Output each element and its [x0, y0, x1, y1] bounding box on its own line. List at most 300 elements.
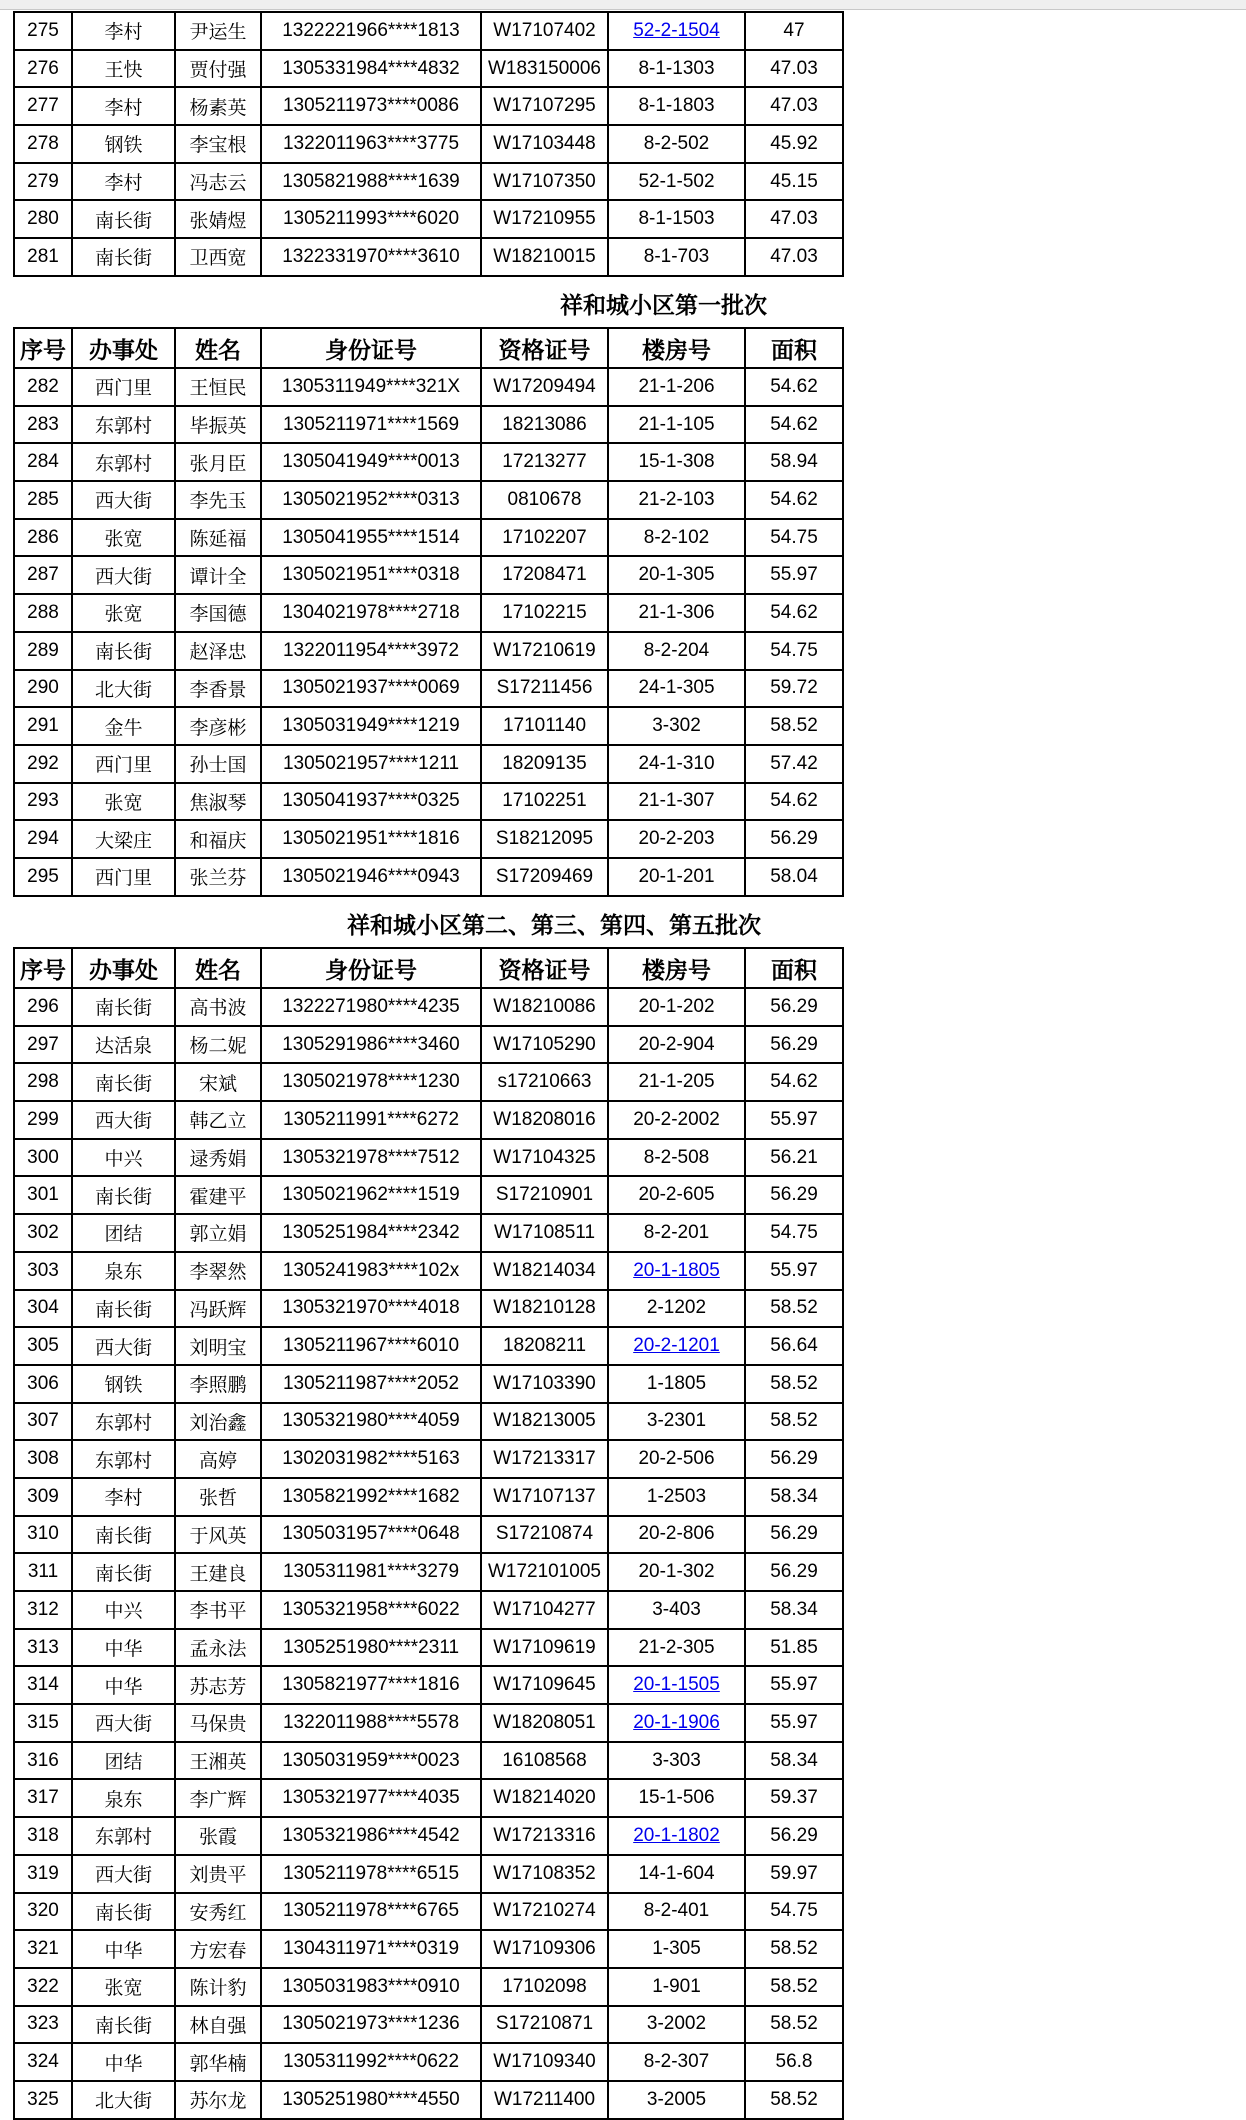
cell-id-number: 1302031982****5163: [261, 1440, 481, 1478]
cell-index: 290: [14, 670, 72, 708]
cell-area: 58.34: [745, 1591, 843, 1629]
cell-index: 297: [14, 1026, 72, 1064]
cell-qualification-number: S17210871: [481, 2006, 608, 2044]
cell-area: 58.94: [745, 443, 843, 481]
cell-index: 310: [14, 1516, 72, 1554]
cell-building-number: 20-2-904: [608, 1026, 745, 1064]
cell-name: 苏尔龙: [175, 2081, 261, 2119]
cell-id-number: 1305041955****1514: [261, 519, 481, 557]
cell-building-number: 8-1-1303: [608, 50, 745, 88]
column-header: 楼房号: [608, 328, 745, 368]
cell-office: 东郭村: [72, 443, 175, 481]
cell-id-number: 1305211978****6765: [261, 1893, 481, 1931]
cell-building-number: 14-1-604: [608, 1855, 745, 1893]
cell-area: 47.03: [745, 200, 843, 238]
cell-building-number: 3-303: [608, 1742, 745, 1780]
table-row: [14, 2043, 843, 2081]
cell-id-number: 1305211978****6515: [261, 1855, 481, 1893]
building-number-link[interactable]: 20-2-1201: [633, 1335, 720, 1357]
cell-office: 中华: [72, 2043, 175, 2081]
cell-area: 55.97: [745, 556, 843, 594]
cell-area: 56.29: [745, 820, 843, 858]
cell-building-number: 15-1-308: [608, 443, 745, 481]
cell-name: 孙士国: [175, 745, 261, 783]
cell-area: 45.92: [745, 125, 843, 163]
cell-building-number: 21-1-306: [608, 594, 745, 632]
cell-office: 中华: [72, 1629, 175, 1667]
cell-qualification-number: W17107295: [481, 87, 608, 125]
table-row: [14, 1553, 843, 1591]
cell-office: 王快: [72, 50, 175, 88]
cell-id-number: 1305021937****0069: [261, 670, 481, 708]
cell-qualification-number: W17109619: [481, 1629, 608, 1667]
cell-id-number: 1305021973****1236: [261, 2006, 481, 2044]
cell-office: 南长街: [72, 632, 175, 670]
cell-building-number: 15-1-506: [608, 1779, 745, 1817]
cell-qualification-number: W18208016: [481, 1101, 608, 1139]
cell-building-number: 3-302: [608, 707, 745, 745]
table-row: [14, 745, 843, 783]
column-header: 办事处: [72, 328, 175, 368]
cell-building-number: 1-2503: [608, 1478, 745, 1516]
cell-index: 277: [14, 87, 72, 125]
cell-id-number: 1305211991****6272: [261, 1101, 481, 1139]
cell-office: 中兴: [72, 1591, 175, 1629]
cell-area: 58.34: [745, 1742, 843, 1780]
cell-qualification-number: W17104325: [481, 1139, 608, 1177]
cell-area: 59.72: [745, 670, 843, 708]
cell-id-number: 1305031959****0023: [261, 1742, 481, 1780]
cell-name: 李先玉: [175, 481, 261, 519]
cell-qualification-number: W17213317: [481, 1440, 608, 1478]
cell-office: 西大街: [72, 1101, 175, 1139]
table-row: [14, 406, 843, 444]
cell-name: 李香景: [175, 670, 261, 708]
cell-index: 287: [14, 556, 72, 594]
cell-office: 北大街: [72, 670, 175, 708]
cell-area: 56.29: [745, 1176, 843, 1214]
cell-office: 团结: [72, 1742, 175, 1780]
table-section-3: [13, 947, 844, 2120]
cell-qualification-number: 17102098: [481, 1968, 608, 2006]
cell-building-number: 21-2-103: [608, 481, 745, 519]
table-row: [14, 1591, 843, 1629]
cell-area: 55.97: [745, 1101, 843, 1139]
cell-area: 55.97: [745, 1704, 843, 1742]
cell-name: 杨素英: [175, 87, 261, 125]
table-row: [14, 481, 843, 519]
cell-qualification-number: 17213277: [481, 443, 608, 481]
cell-office: 南长街: [72, 1516, 175, 1554]
cell-building-number: [608, 1252, 745, 1290]
cell-building-number: 21-1-206: [608, 368, 745, 406]
cell-area: 58.52: [745, 1930, 843, 1968]
cell-name: 刘明宝: [175, 1327, 261, 1365]
table-row: [14, 1365, 843, 1403]
cell-office: 南长街: [72, 1893, 175, 1931]
cell-name: 李彦彬: [175, 707, 261, 745]
cell-building-number: 8-1-1503: [608, 200, 745, 238]
table-row: [14, 1026, 843, 1064]
cell-id-number: 1322271980****4235: [261, 988, 481, 1026]
cell-office: 西大街: [72, 1327, 175, 1365]
cell-building-number: 24-1-305: [608, 670, 745, 708]
cell-name: 宋斌: [175, 1063, 261, 1101]
cell-qualification-number: W18210086: [481, 988, 608, 1026]
cell-id-number: 1305021946****0943: [261, 858, 481, 896]
section-title-later-batches: 祥和城小区第二、第三、第四、第五批次: [347, 912, 761, 938]
cell-office: 李村: [72, 12, 175, 50]
column-header: 资格证号: [481, 328, 608, 368]
cell-index: 284: [14, 443, 72, 481]
table-row: [14, 1666, 843, 1704]
table-row: [14, 238, 843, 276]
cell-id-number: 1305041937****0325: [261, 783, 481, 821]
cell-area: 59.97: [745, 1855, 843, 1893]
table-row: [14, 1629, 843, 1667]
cell-name: 郭立娟: [175, 1214, 261, 1252]
cell-name: 李书平: [175, 1591, 261, 1629]
cell-id-number: 1305321977****4035: [261, 1779, 481, 1817]
cell-qualification-number: S17210874: [481, 1516, 608, 1554]
cell-index: 295: [14, 858, 72, 896]
cell-name: 卫西宽: [175, 238, 261, 276]
cell-building-number: 24-1-310: [608, 745, 745, 783]
cell-area: 58.52: [745, 1968, 843, 2006]
cell-office: 达活泉: [72, 1026, 175, 1064]
cell-id-number: 1305321958****6022: [261, 1591, 481, 1629]
cell-office: 大梁庄: [72, 820, 175, 858]
cell-index: 323: [14, 2006, 72, 2044]
table-row: [14, 1063, 843, 1101]
cell-id-number: 1305211993****6020: [261, 200, 481, 238]
cell-index: 317: [14, 1779, 72, 1817]
table-row: [14, 1779, 843, 1817]
cell-name: 张婧煜: [175, 200, 261, 238]
cell-area: 54.75: [745, 1893, 843, 1931]
column-header: 楼房号: [608, 948, 745, 988]
cell-name: 毕振英: [175, 406, 261, 444]
cell-building-number: 3-2301: [608, 1403, 745, 1441]
cell-qualification-number: W17213316: [481, 1817, 608, 1855]
cell-qualification-number: S17211456: [481, 670, 608, 708]
cell-building-number: 1-901: [608, 1968, 745, 2006]
cell-office: 南长街: [72, 1290, 175, 1328]
cell-id-number: 1305021962****1519: [261, 1176, 481, 1214]
table-row: [14, 1742, 843, 1780]
table-row: [14, 519, 843, 557]
cell-index: 308: [14, 1440, 72, 1478]
cell-index: 311: [14, 1553, 72, 1591]
cell-qualification-number: W17109306: [481, 1930, 608, 1968]
cell-qualification-number: W17103390: [481, 1365, 608, 1403]
cell-building-number: 8-2-201: [608, 1214, 745, 1252]
cell-building-number: 8-2-401: [608, 1893, 745, 1931]
table-row: [14, 200, 843, 238]
cell-index: 291: [14, 707, 72, 745]
cell-id-number: 1305021951****1816: [261, 820, 481, 858]
cell-office: 西大街: [72, 1704, 175, 1742]
cell-area: 47.03: [745, 87, 843, 125]
cell-id-number: 1305211973****0086: [261, 87, 481, 125]
table-row: [14, 1139, 843, 1177]
cell-index: 315: [14, 1704, 72, 1742]
cell-qualification-number: S17210901: [481, 1176, 608, 1214]
cell-area: 54.75: [745, 1214, 843, 1252]
cell-qualification-number: W17103448: [481, 125, 608, 163]
cell-qualification-number: W17109645: [481, 1666, 608, 1704]
cell-office: 中兴: [72, 1139, 175, 1177]
cell-id-number: 1322011954****3972: [261, 632, 481, 670]
cell-office: 南长街: [72, 1176, 175, 1214]
cell-name: 韩乙立: [175, 1101, 261, 1139]
cell-area: 54.75: [745, 519, 843, 557]
cell-office: 西大街: [72, 1855, 175, 1893]
table-row: [14, 87, 843, 125]
building-number-link[interactable]: 20-1-1805: [633, 1259, 720, 1281]
cell-qualification-number: 17102215: [481, 594, 608, 632]
cell-index: 302: [14, 1214, 72, 1252]
cell-id-number: 1322221966****1813: [261, 12, 481, 50]
cell-index: 294: [14, 820, 72, 858]
cell-qualification-number: W17105290: [481, 1026, 608, 1064]
cell-office: 钢铁: [72, 125, 175, 163]
cell-qualification-number: S17209469: [481, 858, 608, 896]
table-row: [14, 1214, 843, 1252]
cell-qualification-number: 17102251: [481, 783, 608, 821]
header-row: [14, 328, 843, 368]
cell-name: 张兰芬: [175, 858, 261, 896]
cell-office: 南长街: [72, 2006, 175, 2044]
cell-id-number: 1305251980****2311: [261, 1629, 481, 1667]
cell-building-number: 8-2-204: [608, 632, 745, 670]
column-header: 面积: [745, 948, 843, 988]
cell-qualification-number: W17104277: [481, 1591, 608, 1629]
cell-office: 东郭村: [72, 1440, 175, 1478]
cell-qualification-number: W17210274: [481, 1893, 608, 1931]
table-section-2: [13, 327, 844, 897]
cell-name: 刘治鑫: [175, 1403, 261, 1441]
cell-office: 张宽: [72, 783, 175, 821]
table-row: [14, 1817, 843, 1855]
table-row: [14, 12, 843, 50]
cell-qualification-number: 0810678: [481, 481, 608, 519]
cell-area: 54.62: [745, 481, 843, 519]
column-header: 姓名: [175, 328, 261, 368]
column-header: 姓名: [175, 948, 261, 988]
cell-qualification-number: W18208051: [481, 1704, 608, 1742]
cell-qualification-number: W17107402: [481, 12, 608, 50]
table-row: [14, 858, 843, 896]
cell-building-number: 8-2-307: [608, 2043, 745, 2081]
cell-name: 张月臣: [175, 443, 261, 481]
cell-building-number: 8-1-703: [608, 238, 745, 276]
cell-name: 逯秀娟: [175, 1139, 261, 1177]
cell-office: 泉东: [72, 1252, 175, 1290]
cell-area: 58.04: [745, 858, 843, 896]
cell-building-number: 8-2-502: [608, 125, 745, 163]
cell-id-number: 1305241983****102x: [261, 1252, 481, 1290]
column-header: 序号: [14, 948, 72, 988]
table-row: [14, 1290, 843, 1328]
cell-office: 中华: [72, 1930, 175, 1968]
cell-building-number: 21-1-205: [608, 1063, 745, 1101]
cell-office: 东郭村: [72, 1403, 175, 1441]
column-header: 资格证号: [481, 948, 608, 988]
cell-index: 283: [14, 406, 72, 444]
cell-id-number: 1304021978****2718: [261, 594, 481, 632]
cell-qualification-number: W17211400: [481, 2081, 608, 2119]
building-number-link[interactable]: 20-1-1505: [633, 1674, 720, 1696]
cell-name: 和福庆: [175, 820, 261, 858]
cell-index: 279: [14, 163, 72, 201]
cell-name: 王建良: [175, 1553, 261, 1591]
cell-building-number: [608, 1666, 745, 1704]
table-row: [14, 1516, 843, 1554]
cell-area: 51.85: [745, 1629, 843, 1667]
cell-id-number: 1305291986****3460: [261, 1026, 481, 1064]
cell-office: 钢铁: [72, 1365, 175, 1403]
cell-area: 56.64: [745, 1327, 843, 1365]
table-row: [14, 163, 843, 201]
cell-area: 47.03: [745, 238, 843, 276]
table-row: [14, 443, 843, 481]
cell-id-number: 1305331984****4832: [261, 50, 481, 88]
cell-id-number: 1305211987****2052: [261, 1365, 481, 1403]
table-row: [14, 125, 843, 163]
building-number-link[interactable]: 52-2-1504: [633, 19, 720, 41]
cell-name: 李照鹏: [175, 1365, 261, 1403]
cell-area: 56.29: [745, 1516, 843, 1554]
cell-office: 西大街: [72, 481, 175, 519]
cell-name: 李国德: [175, 594, 261, 632]
cell-name: 孟永法: [175, 1629, 261, 1667]
cell-office: 中华: [72, 1666, 175, 1704]
cell-name: 焦淑琴: [175, 783, 261, 821]
table-row: [14, 594, 843, 632]
cell-index: 324: [14, 2043, 72, 2081]
cell-qualification-number: W18214020: [481, 1779, 608, 1817]
cell-qualification-number: W183150006: [481, 50, 608, 88]
cell-index: 280: [14, 200, 72, 238]
cell-id-number: 1305031949****1219: [261, 707, 481, 745]
cell-building-number: 20-1-305: [608, 556, 745, 594]
cell-index: 304: [14, 1290, 72, 1328]
table-row: [14, 707, 843, 745]
cell-building-number: 20-1-202: [608, 988, 745, 1026]
cell-building-number: 3-2005: [608, 2081, 745, 2119]
cell-qualification-number: 17102207: [481, 519, 608, 557]
cell-name: 霍建平: [175, 1176, 261, 1214]
cell-building-number: 1-1805: [608, 1365, 745, 1403]
cell-index: 298: [14, 1063, 72, 1101]
cell-building-number: 8-2-102: [608, 519, 745, 557]
window-top-bar: [0, 0, 1246, 10]
cell-index: 316: [14, 1742, 72, 1780]
section-title-first-batch: 祥和城小区第一批次: [560, 292, 767, 318]
cell-id-number: 1305321980****4059: [261, 1403, 481, 1441]
cell-building-number: 3-403: [608, 1591, 745, 1629]
cell-area: 57.42: [745, 745, 843, 783]
cell-area: 58.52: [745, 1290, 843, 1328]
cell-name: 马保贵: [175, 1704, 261, 1742]
table-row: [14, 783, 843, 821]
cell-index: 321: [14, 1930, 72, 1968]
table-row: [14, 1478, 843, 1516]
cell-name: 王湘英: [175, 1742, 261, 1780]
cell-name: 陈延福: [175, 519, 261, 557]
cell-building-number: 20-2-806: [608, 1516, 745, 1554]
column-header: 序号: [14, 328, 72, 368]
cell-office: 金牛: [72, 707, 175, 745]
cell-area: 56.8: [745, 2043, 843, 2081]
cell-office: 张宽: [72, 519, 175, 557]
cell-index: 275: [14, 12, 72, 50]
cell-id-number: 1322011963****3775: [261, 125, 481, 163]
cell-qualification-number: W17107137: [481, 1478, 608, 1516]
cell-name: 杨二妮: [175, 1026, 261, 1064]
cell-name: 张霞: [175, 1817, 261, 1855]
cell-index: 305: [14, 1327, 72, 1365]
cell-qualification-number: 17208471: [481, 556, 608, 594]
cell-office: 张宽: [72, 1968, 175, 2006]
cell-name: 李翠然: [175, 1252, 261, 1290]
cell-area: 54.62: [745, 1063, 843, 1101]
cell-area: 59.37: [745, 1779, 843, 1817]
cell-index: 301: [14, 1176, 72, 1214]
cell-id-number: 1305821988****1639: [261, 163, 481, 201]
building-number-link[interactable]: 20-1-1802: [633, 1824, 720, 1846]
cell-index: 320: [14, 1893, 72, 1931]
cell-index: 309: [14, 1478, 72, 1516]
cell-building-number: 52-1-502: [608, 163, 745, 201]
cell-name: 安秀红: [175, 1893, 261, 1931]
cell-qualification-number: W17108352: [481, 1855, 608, 1893]
cell-id-number: 1304311971****0319: [261, 1930, 481, 1968]
cell-name: 方宏春: [175, 1930, 261, 1968]
cell-area: 58.52: [745, 707, 843, 745]
cell-building-number: 20-1-201: [608, 858, 745, 896]
cell-area: 58.34: [745, 1478, 843, 1516]
cell-qualification-number: W17107350: [481, 163, 608, 201]
cell-name: 刘贵平: [175, 1855, 261, 1893]
table-row: [14, 1855, 843, 1893]
cell-index: 281: [14, 238, 72, 276]
cell-id-number: 1305211971****1569: [261, 406, 481, 444]
cell-building-number: 8-1-1803: [608, 87, 745, 125]
cell-index: 319: [14, 1855, 72, 1893]
table-row: [14, 1440, 843, 1478]
cell-building-number: [608, 1704, 745, 1742]
table-row: [14, 1968, 843, 2006]
cell-id-number: 1305321986****4542: [261, 1817, 481, 1855]
cell-index: 318: [14, 1817, 72, 1855]
cell-qualification-number: W18210128: [481, 1290, 608, 1328]
cell-index: 282: [14, 368, 72, 406]
cell-index: 300: [14, 1139, 72, 1177]
cell-office: 张宽: [72, 594, 175, 632]
cell-area: 55.97: [745, 1252, 843, 1290]
cell-index: 325: [14, 2081, 72, 2119]
cell-qualification-number: 18213086: [481, 406, 608, 444]
table-row: [14, 2081, 843, 2119]
cell-office: 东郭村: [72, 406, 175, 444]
cell-name: 陈计豹: [175, 1968, 261, 2006]
table-section-1: [13, 11, 844, 277]
cell-id-number: 1305211967****6010: [261, 1327, 481, 1365]
cell-office: 西门里: [72, 368, 175, 406]
building-number-link[interactable]: 20-1-1906: [633, 1711, 720, 1733]
